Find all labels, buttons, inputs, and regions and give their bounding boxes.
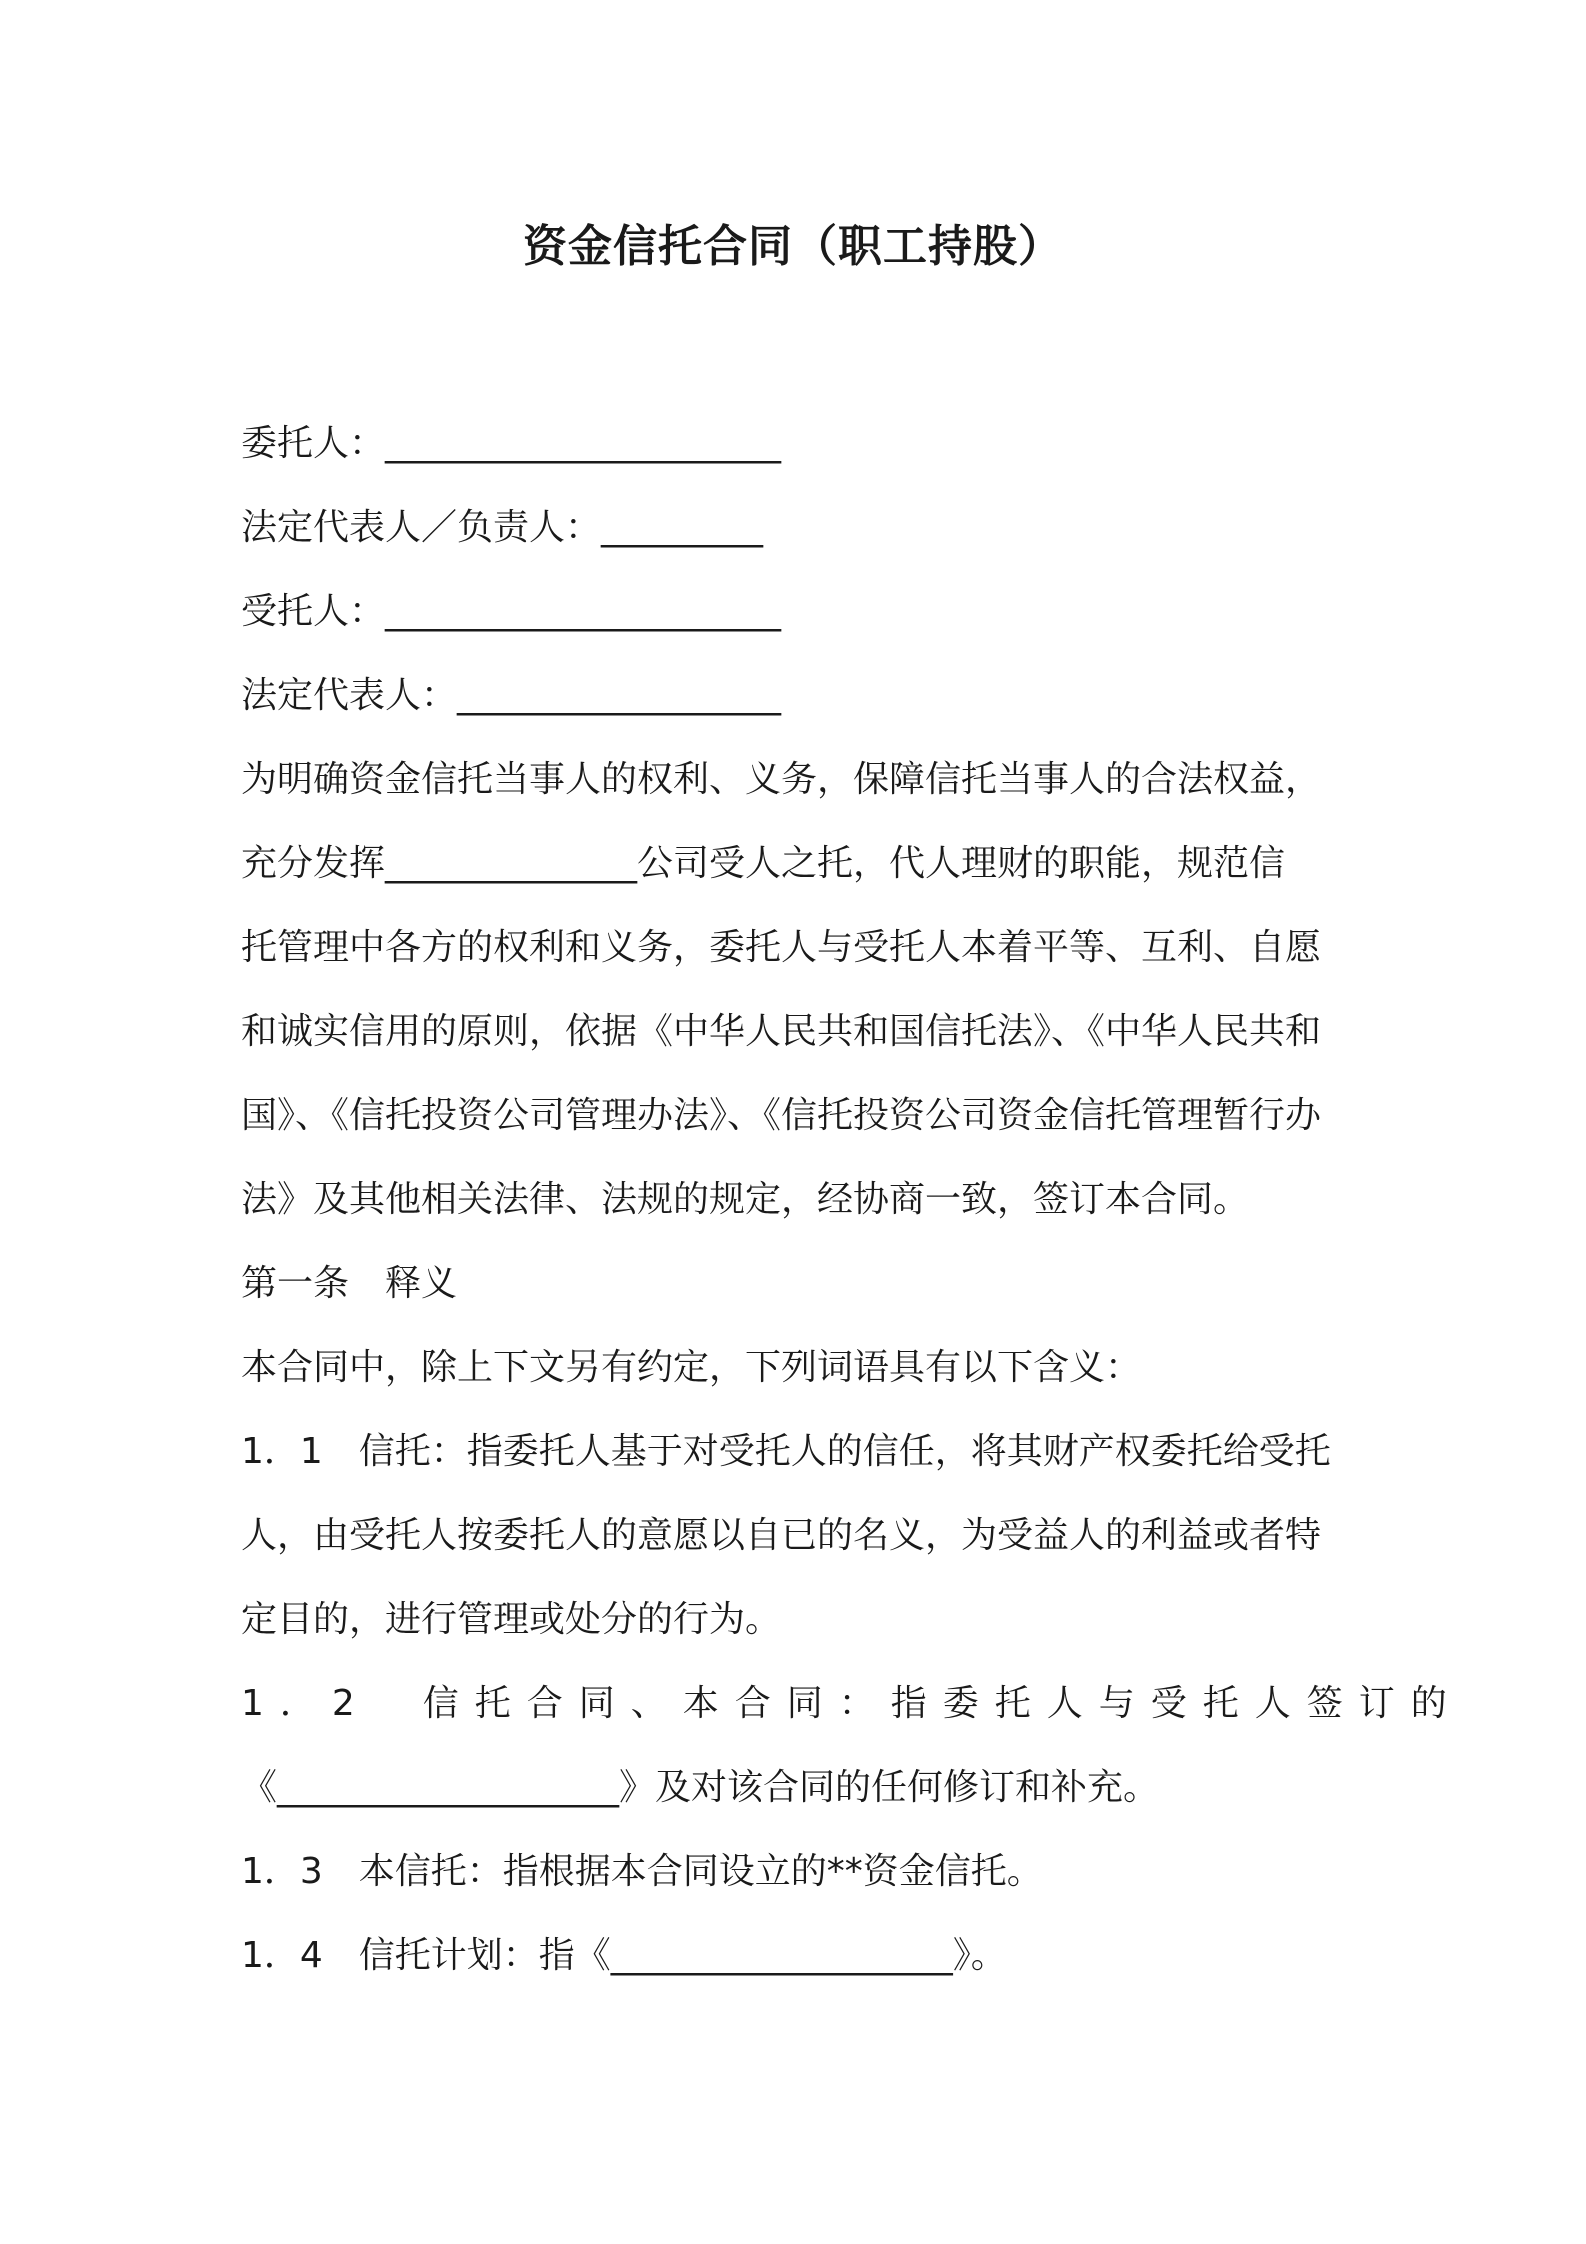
clause-1-1-line: 1．1 信托：指委托人基于对受托人的信任，将其财产权委托给受托 [241,1431,1331,1472]
preamble-line: 托管理中各方的权利和义务，委托人与受托人本着平等、互利、自愿 [241,927,1322,968]
article-1-intro: 本合同中，除上下文另有约定，下列词语具有以下含义： [241,1347,1142,1388]
clause-1-1-line: 人，由受托人按委托人的意愿以自已的名义，为受益人的利益或者特 [241,1515,1322,1556]
party-trustee-representative: 法定代表人：__________________ [241,675,782,716]
preamble-line: 国》、《信托投资公司管理办法》、《信托投资公司资金信托管理暂行办 [241,1095,1322,1136]
preamble-line: 为明确资金信托当事人的权利、义务，保障信托当事人的合法权益， [241,759,1322,800]
party-entrustor-representative: 法定代表人／负责人：_________ [241,507,764,548]
clause-1-2-line: 1．2 信托合同、本合同：指委托人与受托人签订的 [241,1683,1463,1724]
article-1-heading: 第一条 释义 [241,1263,458,1304]
preamble-line: 法》及其他相关法律、法规的规定，经协商一致，签订本合同。 [241,1179,1250,1220]
preamble-line: 充分发挥______________公司受人之托，代人理财的职能，规范信 [241,843,1286,884]
preamble-line: 和诚实信用的原则，依据《中华人民共和国信托法》、《中华人民共和 [241,1011,1322,1052]
clause-1-4: 1．4 信托计划：指《___________________》。 [241,1935,1007,1976]
party-entrustor: 委托人：______________________ [241,423,782,464]
clause-1-3: 1．3 本信托：指根据本合同设立的**资金信托。 [241,1851,1043,1892]
document-body [241,402,1463,1998]
party-trustee: 受托人：______________________ [241,591,782,632]
clause-1-1-line: 定目的，进行管理或处分的行为。 [241,1599,782,1640]
document-title: 资金信托合同（职工持股） [523,221,1063,272]
clause-1-2-line: 《___________________》及对该合同的任何修订和补充。 [241,1767,1160,1808]
